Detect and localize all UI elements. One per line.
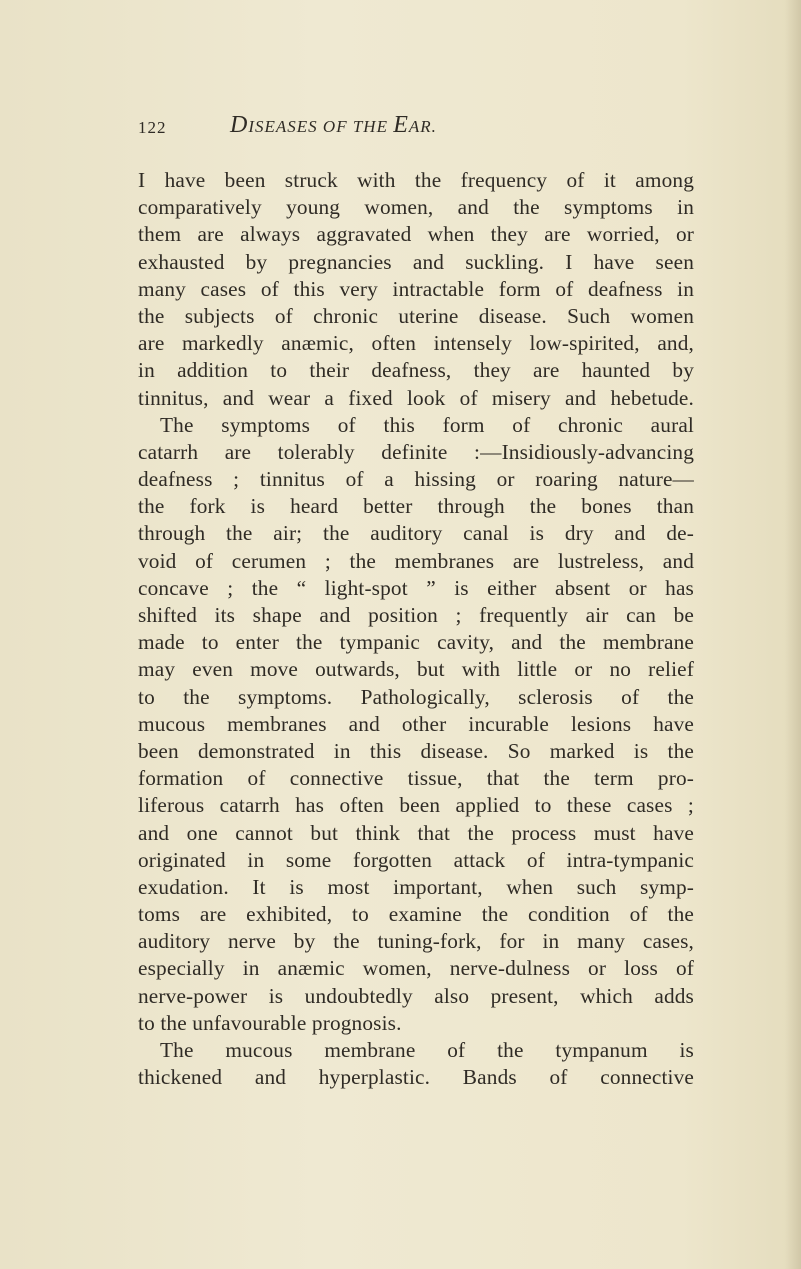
text-line: The mucous membrane of the tympanum is <box>160 1038 694 1062</box>
running-head-the: THE <box>352 117 394 136</box>
text-line: the subjects of chronic uterine disease. Such women <box>138 303 694 328</box>
text-line: mucous membranes and other incurable lesions have <box>138 711 694 736</box>
text-line: and one cannot but think that the process must have <box>138 820 694 845</box>
text-line: catarrh are tolerably definite :—Insidiously-advancing <box>138 439 694 464</box>
text-line: to the unfavourable prognosis. <box>138 1010 402 1035</box>
running-head-of: OF <box>322 117 353 136</box>
text-line: shifted its shape and position ; frequently air can be <box>138 603 694 627</box>
text-line: exudation. It is most important, when such symp- <box>138 874 694 899</box>
text-line: auditory nerve by the tuning-fork, for in many cases, <box>138 929 694 954</box>
page-edge-shadow <box>785 0 801 1269</box>
text-line: toms are exhibited, to examine the condition of the <box>138 902 694 927</box>
text-line: made to enter the tympanic cavity, and the membrane <box>138 630 694 655</box>
text-line: in addition to their deafness, they are haunted by <box>138 358 694 383</box>
text-line: nerve-power is undoubtedly also present, which adds <box>138 983 694 1008</box>
text-line: especially in anæmic women, nerve-dulness or loss of <box>138 956 694 981</box>
text-line: thickened and hyperplastic. Bands of connective <box>138 1065 694 1090</box>
text-line: I have been struck with the frequency of it among <box>138 168 694 192</box>
text-line: liferous catarrh has often been applied to these cases ; <box>138 793 694 818</box>
text-line: many cases of this very intractable form of deafness in <box>138 276 694 301</box>
text-line: void of cerumen ; the membranes are lustreless, and <box>138 548 694 573</box>
text-line: deafness ; tinnitus of a hissing or roaring nature— <box>138 467 694 492</box>
running-head-ar: AR. <box>408 117 437 136</box>
text-line: through the air; the auditory canal is dry and de- <box>138 521 694 546</box>
running-head-iseases: ISEASES <box>248 117 323 136</box>
text-line: The symptoms of this form of chronic aural <box>160 412 694 437</box>
text-line: them are always aggravated when they are worried, or <box>138 222 694 247</box>
text-line: exhausted by pregnancies and suckling. I have seen <box>138 249 694 274</box>
text-line: concave ; the “ light-spot ” is either absent or has <box>138 575 694 600</box>
page-header <box>138 112 698 152</box>
body-text <box>138 167 694 1091</box>
running-head-d: D <box>230 112 249 138</box>
text-line: been demonstrated in this disease. So marked is the <box>138 738 694 763</box>
page-number: 122 <box>138 118 167 137</box>
text-line: to the symptoms. Pathologically, sclerosis of the <box>138 684 694 709</box>
text-line: formation of connective tissue, that the term pro- <box>138 766 694 791</box>
text-line: tinnitus, and wear a fixed look of misery and hebetude. <box>138 385 694 410</box>
text-line: the fork is heard better through the bones than <box>138 494 694 519</box>
text-line: may even move outwards, but with little or no relief <box>138 657 694 682</box>
running-head-e: E <box>393 112 409 138</box>
text-line: are markedly anæmic, often intensely low-spirited, and, <box>138 331 694 356</box>
text-line: comparatively young women, and the symptoms in <box>138 195 694 220</box>
text-line: originated in some forgotten attack of intra-tympanic <box>138 847 694 872</box>
running-head <box>230 112 437 139</box>
